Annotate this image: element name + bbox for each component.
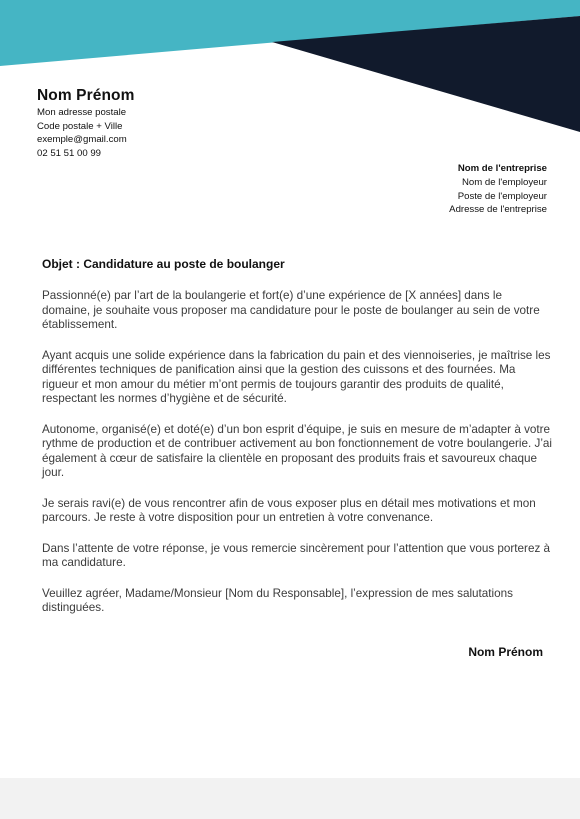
signature-name: Nom Prénom — [468, 645, 543, 659]
sender-phone: 02 51 51 00 99 — [37, 147, 102, 159]
sender-name: Nom Prénom — [37, 87, 135, 104]
sender-block — [37, 86, 134, 160]
body-paragraph: Ayant acquis une solide expérience dans la fabrication du pain et des viennoiseries, je maîtrise les différentes techniques de panification ainsi que la gestion des cuissons et des fournées. Ma rigueur et mon amour du métier m’ont permis de toujours garantir des produits de qualité, respectant les normes d’hygiène et de sécurité. — [42, 348, 551, 405]
sender-address: Mon adresse postale — [37, 107, 127, 118]
body-paragraph: Veuillez agréer, Madame/Monsieur [Nom du Responsable], l’expression de mes salutations distinguées. — [42, 586, 513, 614]
page-bottom-margin — [0, 778, 580, 819]
letter-body — [42, 289, 552, 632]
letter-subject: Objet : Candidature au poste de boulanger — [42, 257, 285, 271]
recipient-employer-name: Nom de l'employeur — [461, 176, 547, 188]
recipient-block — [449, 162, 547, 217]
body-paragraph: Je serais ravi(e) de vous rencontrer afin de vous exposer plus en détail mes motivations et mon parcours. Je reste à votre disposition pour un entretien à votre convenance. — [42, 496, 536, 524]
sender-city: Code postale + Ville — [37, 120, 123, 132]
recipient-company-address: Adresse de l'entreprise — [449, 204, 547, 216]
recipient-employer-position: Poste de l'employeur — [457, 190, 547, 202]
recipient-company: Nom de l'entreprise — [457, 163, 547, 174]
body-paragraph: Passionné(e) par l’art de la boulangerie et fort(e) d’une expérience de [X années] dans le domaine, je souhaite vous proposer ma candidature pour le poste de boulanger au sein de votre établissement. — [42, 289, 540, 331]
body-paragraph: Autonome, organisé(e) et doté(e) d’un bon esprit d’équipe, je suis en mesure de m’adapter à votre rythme de production et de contribuer activement au bon fonctionnement de votre boulangerie. J’ai également à cœur de satisfaire la clientèle en proposant des produits frais et savoureux chaque jour. — [42, 422, 553, 479]
sender-email: exemple@gmail.com — [37, 134, 127, 146]
body-paragraph: Dans l’attente de votre réponse, je vous remercie sincèrement pour l’attention que vous porterez à ma candidature. — [42, 541, 551, 569]
